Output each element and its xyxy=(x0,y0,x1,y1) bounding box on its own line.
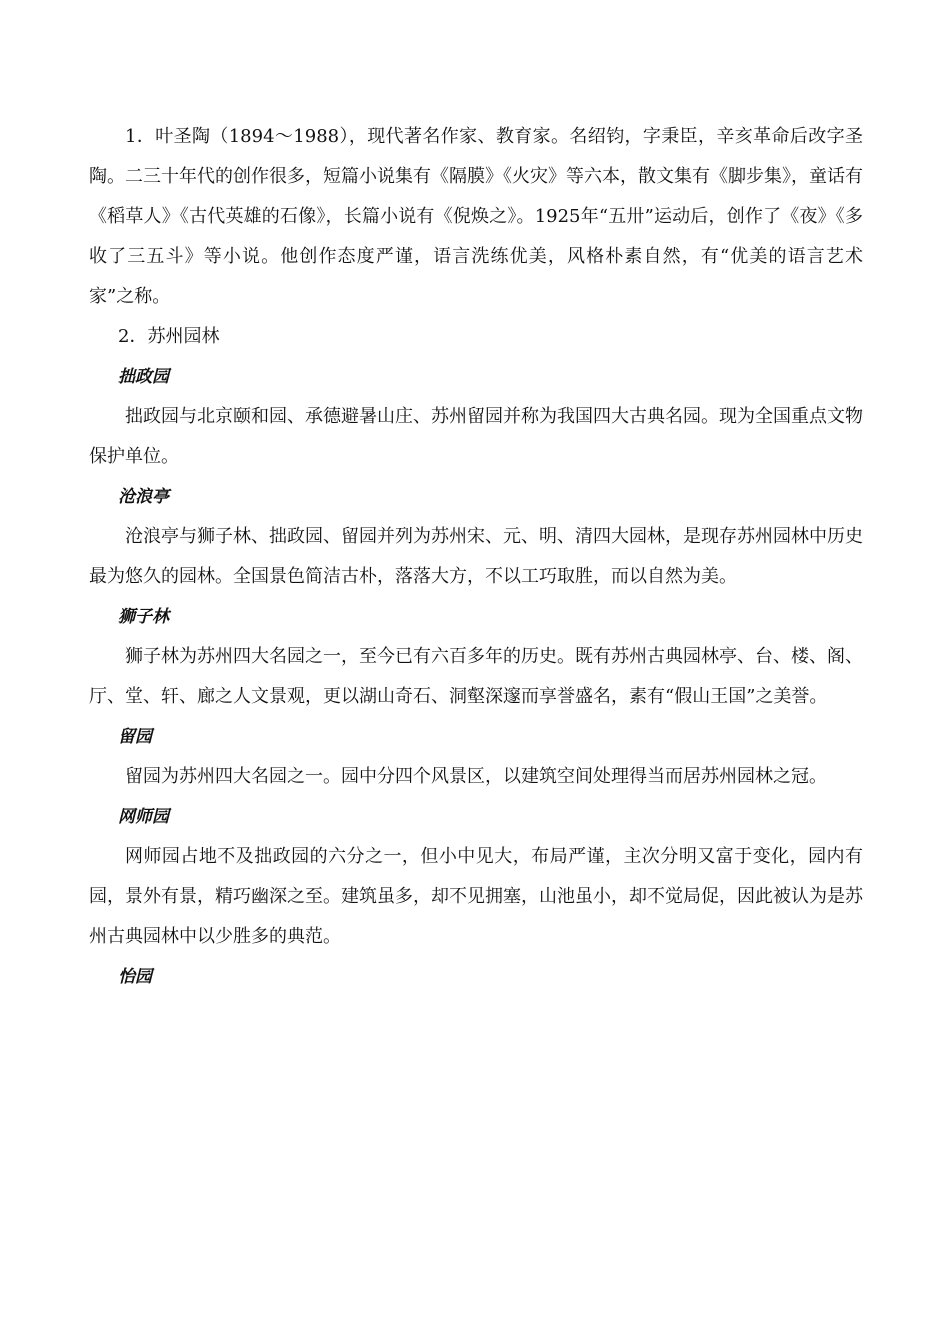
item-2-number: 2． xyxy=(118,326,148,347)
garden-heading-yiyuan: 怡园 xyxy=(118,967,152,987)
garden-heading-zhuozheng: 拙政园 xyxy=(118,367,169,387)
garden-text-wangshi: 网师园占地不及拙政园的六分之一，但小中见大，布局严谨，主次分明又富于变化，园内有园，景外有景，精巧幽深之至。建筑虽多，却不见拥塞，山池虽小，却不觉局促，因此被认为是苏州古典园林中以少胜多的典范。 xyxy=(89,846,863,947)
item-1-number: 1． xyxy=(125,126,156,147)
item-1-text: 叶圣陶（1894～1988），现代著名作家、教育家。名绍钧，字秉臣，辛亥革命后改字圣陶。二三十年代的创作很多，短篇小说集有《隔膜》《火灾》等六本，散文集有《脚步集》，童话有《稻草人》《古代英雄的石像》，长篇小说有《倪焕之》。1925年“五卅”运动后，创作了《夜》《多收了三五斗》等小说。他创作态度严谨，语言洗练优美，风格朴素自然，有“优美的语言艺术家”之称。 xyxy=(89,126,864,307)
garden-text-canglang: 沧浪亭与狮子林、拙政园、留园并列为苏州宋、元、明、清四大园林，是现存苏州园林中历史最为悠久的园林。全国景色简洁古朴，落落大方，不以工巧取胜，而以自然为美。 xyxy=(89,526,863,587)
garden-heading-liuyuan: 留园 xyxy=(118,727,152,747)
item-2-title: 苏州园林 xyxy=(147,326,220,347)
garden-heading-canglang: 沧浪亭 xyxy=(118,487,169,507)
garden-text-shizilin: 狮子林为苏州四大名园之一，至今已有六百多年的历史。既有苏州古典园林亭、台、楼、阁、厅、堂、轩、廊之人文景观，更以湖山奇石、洞壑深邃而享誉盛名，素有“假山王国”之美誉。 xyxy=(89,646,863,707)
garden-text-liuyuan: 留园为苏州四大名园之一。园中分四个风景区，以建筑空间处理得当而居苏州园林之冠。 xyxy=(125,766,827,787)
garden-heading-wangshi: 网师园 xyxy=(118,807,169,827)
item-1-paragraph xyxy=(89,117,863,317)
garden-text-zhuozheng: 拙政园与北京颐和园、承德避暑山庄、苏州留园并称为我国四大古典名园。现为全国重点文物保护单位。 xyxy=(89,406,863,467)
item-2-heading xyxy=(89,317,863,357)
document-content xyxy=(89,117,863,997)
garden-heading-shizilin: 狮子林 xyxy=(118,607,169,627)
